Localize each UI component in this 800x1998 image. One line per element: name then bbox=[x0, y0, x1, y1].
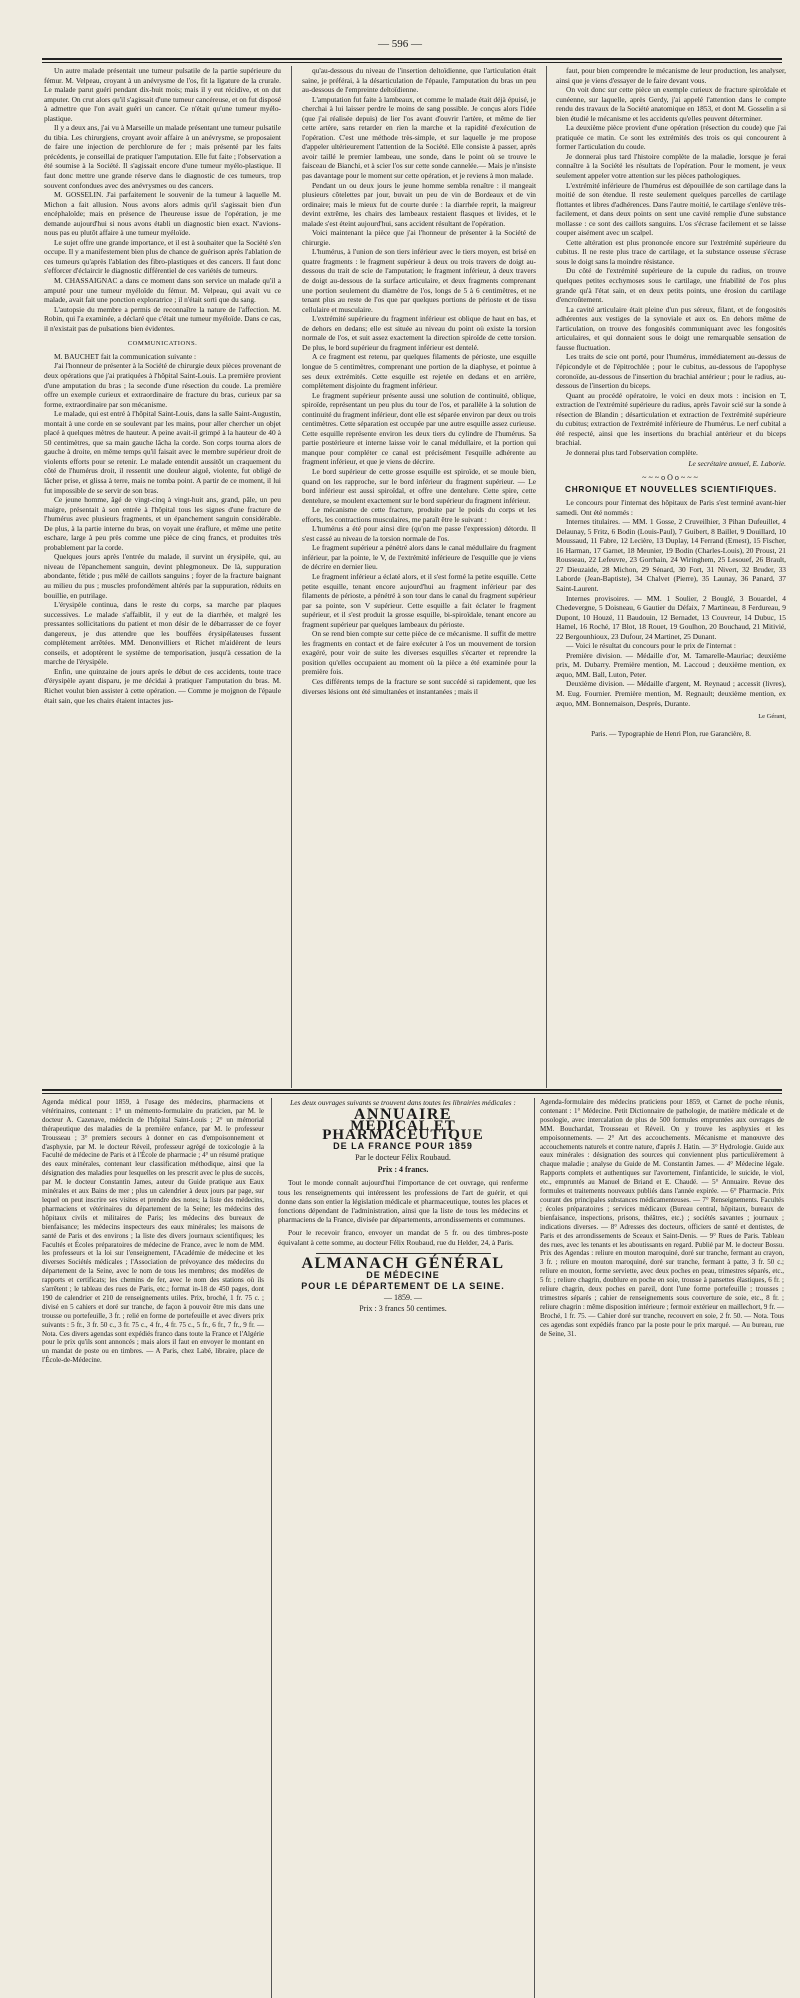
advert-separator-rule bbox=[42, 1089, 782, 1091]
paragraph: Le sujet offre une grande importance, et il est à souhaiter que la Société s'en occupe. Il y a manifestement bien plus de chance de guérison après l'ablation de ces tumeurs qu'après l'ablation des fibro-plastiques et des cancers. Il faut donc s'efforcer d'éclaircir le diagnostic différentiel de ces variétés de tumeurs. bbox=[44, 237, 281, 276]
almanach-title: ALMANACH GÉNÉRAL bbox=[301, 1254, 505, 1272]
paragraph: Internes titulaires. — MM. 1 Gosse, 2 Cruveilhier, 3 Pihan Dufeuillet, 4 Delaunay, 5 Fritz, 6 Bodin (Louis-Paul), 7 Guibert, 8 Baillet, 9 Douillard, 10 Moussaud, 11 Fabre, 12 Lecière, 13 Duplay, 14 Ferrand (Ernest), 15 Fischer, 16 Harman, 17 Garnet, 18 Meunier, 19 Bodin (Charles-Louis), 20 Proust, 21 Rousseau, 22 Lefeuvre, 23 Gorrhain, 24 Wiringhem, 25 Lesouef, 26 Brault, 27 Dieuzaide, 28 Michon, 29 Sénard, 30 Fort, 31 Nivert, 32 Bruder, 33 Laborde (Jean-Baptiste), 34 Chalvet (Pierre), 35 Launay, 36 Panard, 37 Saint-Laurent. bbox=[556, 517, 786, 593]
paragraph: Cette altération est plus prononcée encore sur l'extrémité supérieure du cubitus. Il ne reste plus trace de cartilage, et la substance osseuse s'écrase sous le doigt sans la moindre résistance. bbox=[556, 237, 786, 266]
paragraph: L'extrémité supérieure du fragment inférieur est oblique de haut en bas, et de dehors en dedans; elle est située au niveau du point où existe la torsion normale de l'os, et suit assez exactement la direction spiroïde de cette torsion. De plus, le bord supérieur du fragment inférieur est dentelé. bbox=[302, 314, 536, 352]
paragraph: On se rend bien compte sur cette pièce de ce mécanisme. Il suffit de mettre les fragments en contact et de faire exécuter à l'os un mouvement de torsion exagéré, pour voir de suite les diverses esquilles s'écarter et reprendre la position qu'elles occupaient au moment où la pièce a été examinée pour la première fois. bbox=[302, 629, 536, 677]
paragraph: Je donnerai plus tard l'observation complète. bbox=[566, 447, 698, 457]
almanach-subtitle-2: POUR LE DÉPARTEMENT DE LA SEINE. bbox=[301, 1280, 505, 1291]
paragraph: Le malade, qui est entré à l'hôpital Saint-Louis, dans la salle Saint-Augustin, montait à une corde en se soulevant par les mains, pour aller chercher un objet placé à quelques mètres de hauteur. A peine avait-il grimpé à la hauteur de 40 à 50 centimètres, que sa main gauche lâcha la corde. Son corps tourna alors de gauche à droite, en même temps qu'il faisait avec le membre supérieur droit de violents efforts pour se retenir. Le malade entendit aussitôt un craquement du côté de l'humérus droit, il ressentit une douleur aiguë, violente, fut obligé de lâcher prise, et glissa à terre, mais ne tomba point. A partir de ce moment, il lui fut impossible de se servir de son bras. bbox=[44, 409, 281, 495]
column-middle bbox=[302, 66, 536, 1086]
paragraph: M. BAUCHET fait la communication suivante : bbox=[54, 351, 197, 361]
gerant-label: Le Gérant, bbox=[758, 713, 786, 721]
top-rule-thin bbox=[42, 62, 782, 63]
paragraph: Le mécanisme de cette fracture, produite par le poids du corps et les efforts, les contractions musculaires, me paraît être le suivant : bbox=[302, 505, 536, 524]
advert-agenda-medical: Agenda médical pour 1859, à l'usage des médecins, pharmaciens et vétérinaires, contenant : 1° un mémento-formulaire du praticien, par M. le docteur A. Cazenave, médecin de l'hôpital Saint-Louis ; 2° un mémorial thérapeutique des maladies de la première enfance, par M. le professeur Trousseau ; 3° premiers secours à donner en cas d'empoisonnement et d'asphyxie, par M. le docteur Réveil, professeur agrégé de toxicologie à la Faculté de médecine de Paris et à l'École de pharmacie ; 4° un résumé pratique des eaux minérales, contenant leur classification méthodique, ainsi que la désignation des maladies pour lesquelles on les prescrit avec le plus de succès, par M. le docteur Constantin James, auteur du Guide pratique aux Eaux minérales et aux Bains de mer ; plus un calendrier à deux jours par page, sur lequel on peut inscrire ses visites et prendre des notes; la liste des médecins, pharmaciens et vétérinaires du département de la Seine; les médecins des hôpitaux civils et militaires de Paris; les médecins des bureaux de bienfaisance; les médecins inspecteurs des eaux minérales; les maisons de santé de Paris et des environs ; la liste des divers journaux scientifiques; les Facultés et Écoles préparatoires de médecine de France, avec le nom de MM. les professeurs et la loi sur l'enseignement, l'Académie de médecine et les diverses Sociétés médicales ; l'Association de prévoyance des médecins du département de la Seine, avec le nom de tous les membres; des modèles de rapports et certificats; les chemins de fer, avec le nom des stations où ils s'arrêtent ; le tableau des rues de Paris, etc.; format in-18 de 450 pages, dont 190 de calendrier et 210 de renseignements utiles. Prix, broché, 1 fr. 75 c. ; divisé en 5 cahiers et doré sur tranche, de façon à pouvoir être mis dans une trousse ou portefeuille, 3 fr. ; relié en forme de portefeuille et avec divers prix suivants : 5 fr., 3 fr. 50 c., 3 fr. 75 c., 4 fr., 4 fr. 75 c., 5 fr., 6 fr., 7 fr., 9 fr. — Nota. Ces divers agendas sont expédiés franco dans toute la France et l'Algérie pour le prix qu'ils sont annoncés ; mais alors il faut en envoyer le montant en un mandat de poste ou en timbres. — A Paris, chez Labé, libraire, place de l'École-de-Médecine. bbox=[42, 1098, 264, 1365]
annuaire-title: ANNUAIRE bbox=[353, 1106, 453, 1123]
paragraph: faut, pour bien comprendre le mécanisme de leur production, les analyser, ainsi que je viens d'essayer de le faire devant vous. bbox=[556, 66, 786, 85]
paragraph: Enfin, une quinzaine de jours après le début de ces accidents, toute trace d'érysipèle ayant disparu, je me décidai à pratiquer l'amputation du bras. M. Richet voulut bien assister à cette opération. — Comme je mojgnon de l'épaule était sain, que les chairs étaient intactes jus- bbox=[44, 666, 281, 705]
paragraph: Le fragment supérieur présente aussi une solution de continuité, oblique, spiroïde, représentant un peu plus du tour de l'os, et parallèle à la solution de continuité du fragment inférieur, dont elle est séparée environ par deux ou trois centimètres. Cette séparation est occupée par une autre esquille assez curieuse. Cette esquille représente environ les deux tiers du cylindre de l'humérus. Sa partie postérieure et interne laisse voir le canal médullaire, et la portion qui manque pour compléter ce canal est précisément l'esquille adhérente au fragment inférieur, et que je viens de décrire. bbox=[302, 390, 536, 467]
advert-annuaire bbox=[278, 1098, 528, 1317]
paragraph: Pendant un ou deux jours le jeune homme sembla renaître : il mangeait plusieurs côtelettes par jour, buvait un peu de vin de Bordeaux et de vin ordinaire; mais le mieux fut de courte durée : la diarrhée reprit, la maigreur devint extrême, les chairs des lambeaux restaient flasques et livides, et le malade s'est éteint aujourd'hui, sans accident résultant de l'opération. bbox=[302, 180, 536, 228]
column-divider bbox=[291, 66, 292, 1088]
paragraph: Ces différents temps de la fracture se sont succédé si rapidement, que les diverses lésions ont été simultanées et instantanées ; mais il bbox=[302, 677, 536, 696]
annuaire-subtitle: DE LA FRANCE POUR 1859 bbox=[333, 1140, 473, 1151]
paragraph: M. CHASSAIGNAC a dans ce moment dans son service un malade qu'il a amputé pour une tumeur myéloïde du fémur. M. Velpeau, qui avait vu ce malade, avait fait une ponction exploratrice ; il n'était sorti que du sang. bbox=[44, 276, 281, 305]
column-right bbox=[556, 66, 786, 1086]
advert-agenda-formulaire: Agenda-formulaire des médecins praticiens pour 1859, et Carnet de poche réunis, contenant : 1° Médecine. Petit Dictionnaire de pathologie, de matière médicale et de posologie, avec intercalation de plus de 500 formules empruntées aux ouvrages de MM. Bouchardat, Trousseau et Réveil. On y trouve les asphyxies et les empoisonnements. — 2° Art des accouchements. Mécanisme et manœuvre des accouchements naturels et contre nature, d'après J. Hatin. — 3° Hydrologie. Guide aux eaux minérales : désignation des sources qui conviennent plus particulièrement à chaque maladie ; analyse du Guide de M. Constantin James. — 4° Médecine légale. Rapports complets et authentiques sur l'avortement, l'infanticide, le suicide, le viol, etc., empruntés au Manuel de Briand et E. Chaudé. — 5° Annuaire. Revue des formules et traitements nouveaux publiés dans l'année expirée. — 6° Pharmacie. Prix courant des principales substances médicamenteuses. — 7° Renseignements. Facultés ; écoles préparatoires ; services médicaux (Bureau central, hôpitaux, bureaux de bienfaisance, inspections, prisons, théâtres, etc.) ; sociétés savantes ; journaux ; indications diverses. — 8° Adresses des docteurs, officiers de santé et dentistes, de Paris et des arrondissements de Sceaux et Saint-Denis. — 9° Rues de Paris. Tableau des rues, avec les tenants et les aboutissants en regard. Publié par M. le docteur Bossu. Prix des Agendas : reliure en mouton maroquiné, doré sur tranche, fermant au crayon, 3 fr. ; reliure en mouton maroquiné, doré sur tranche, fermant à patte, 3 fr. 50 c.; reliure en mouton, forme serviette, avec deux poches en peau, trimestres séparés, etc., 5 fr. ; reliure chagrin, doublure en poche en soie, trousse à pansettes élastiques, 6 fr. ; reliure chagrin, deux poches en pareil, dont l'une forme portefeuille ; trousses ; trimestres séparés ; cahier de renseignements sous couverture de soie, etc., 8 fr. ; reliure chagrin : même disposition intérieure ; fermoir extérieur en maillechort, 9 fr. — Broché, 1 fr. 75. — Cahier doré sur tranche, recouvert en soie, 2 fr. 50. — Nota. Tous ces agendas sont expédiés franco par la poste pour le prix marqué. — Au bureau, rue de Seine, 31. bbox=[540, 1098, 784, 1338]
paragraph: A ce fragment est retenu, par quelques filaments de périoste, une esquille longue de 5 centimètres, comprenant une portion de la diaphyse, et pointue à ses deux extrémités. Cette esquille est rejetée en dedans et en arrière, complètement disjointe du fragment inférieur. bbox=[302, 352, 536, 391]
secretary-signature: Le secrétaire annuel, E. Laborie. bbox=[688, 459, 786, 469]
paragraph: L'autopsie du membre a permis de reconnaître la nature de l'affection. M. Robin, qui l'a examinée, a déclaré que c'était une tumeur myéloïde. Dans ce cas, il n'existait pas de pulsations bien évidentes. bbox=[44, 304, 281, 333]
annuaire-price: Prix : 4 francs. bbox=[377, 1164, 429, 1174]
column-divider bbox=[546, 66, 547, 1088]
paragraph: Quant au procédé opératoire, le voici en deux mots : incision en T, extraction de l'extrémité supérieure du radius, après l'avoir scié sur la sonde à résection de Blandin ; désarticulation et extraction de l'extrémité supérieure du cubitus; extraction de l'extrémité inférieure de l'humérus. Le nerf cubital a été respecté, ainsi que les insertions du brachial antérieur et du biceps brachial. bbox=[556, 390, 786, 448]
paragraph: Le fragment supérieur a pénétré alors dans le canal médullaire du fragment inférieur, par la pointe, le V, de l'extrémité inférieure de l'esquille que je viens de décrire en dernier lieu. bbox=[302, 543, 536, 572]
paragraph: L'amputation fut faite à lambeaux, et comme le malade était déjà épuisé, je cherchai à lui laisser perdre le moins de sang possible. Je conçus alors l'idée (que j'ai réalisée depuis) de lier l'os avant d'ouvrir l'artère, et même de lier cette artère, sans retarder en rien la marche et la rapidité d'exécution de l'opération. C'est une méthode très-simple, et sur laquelle je me propose d'appeler ultérieurement l'attention de la Société. Elle consiste à passer, après avoir taillé le premier lambeau, une sonde, dans le point où se trouve le faisceau de Bianchi, et à scier l'os sur cette sonde cannelée.— Mais je n'insiste pas davantage pour le moment sur cette opération, et je reviens à mon malade. bbox=[302, 94, 536, 181]
paragraph: qu'au-dessous du niveau de l'insertion deltoïdienne, que l'articulation était saine, je préférai, à la désarticulation de l'épaule, l'amputation du bras un peu au-dessous de l'empreinte deltoïdienne. bbox=[302, 66, 536, 95]
ornament-divider: ~~~oOo~~~ bbox=[642, 472, 700, 482]
paragraph: Le fragment inférieur a éclaté alors, et il s'est formé la petite esquille. Cette petite esquille, tenant encore aujourd'hui au fragment inférieur par des filaments de périoste, a pénétré à son tour dans le canal du fragment supérieur par sa pointe, son V supérieur. Cette esquille a fait éclater le fragment supérieur, et il s'est produit la grosse esquille, bi-spiroïdale, tenant encore au fragment supérieur par quelques lambeaux du périoste. bbox=[302, 571, 536, 629]
paragraph: Deuxième division. — Médaille d'argent, M. Reynaud ; accessit (livres), M. Eug. Fournier. Première mention, M. Regnault; deuxième mention, ex æquo, MM. Bonnemaison, Desprès, Durante. bbox=[556, 679, 786, 708]
paragraph: Je donnerai plus tard l'histoire complète de la maladie, lorsque je ferai connaître à la Société les résultats de l'opération. Pour le moment, je veux seulement appeler votre attention sur les pièces pathologiques. bbox=[556, 151, 786, 181]
paragraph: L'extrémité inférieure de l'humérus est dépouillée de son cartilage dans la moitié de son étendue. Il reste seulement quelques parcelles de cartilage flottantes et libres d'adhérences. Dans l'autre moitié, le cartilage s'enlève très-facilement, et dans deux points on sent une cavité remplie d'une substance mollasse : ce sont des caillots sanguins. L'os s'écrase facilement et se laisse couper aisément avec un scalpel. bbox=[556, 180, 786, 238]
advert-divider bbox=[271, 1098, 272, 1998]
annuaire-body: Tout le monde connaît aujourd'hui l'importance de cet ouvrage, qui renferme tous les renseignements qui intéressent les professions de l'art de guérir, et qui donne dans son entier la législation médicale et pharmaceutique, toutes les places et fonctions dépendant de l'administration, ainsi que la liste de tous les médecins et pharmaciens de la France, divisée par départements, arrondissements et communes. bbox=[278, 1178, 528, 1225]
paragraph: Le concours pour l'internat des hôpitaux de Paris s'est terminé avant-hier samedi. Ont été nommés : bbox=[556, 498, 786, 517]
paragraph: J'ai l'honneur de présenter à la Société de chirurgie deux pièces provenant de deux opérations que j'ai pratiquées à l'hôpital Saint-Louis. La première provient d'une amputation du bras ; la seconde d'une résection du coude. La première offre un exemple curieux et extraordinaire de fracture du bras, curieux par sa forme, extraordinaire par son mécanisme. bbox=[44, 361, 281, 409]
page-number: — 596 — bbox=[378, 38, 422, 50]
paragraph: Quelques jours après l'entrée du malade, il survint un érysipèle, qui, au niveau de l'épanchement sanguin, devint phlegmoneux. De là, suppuration abondante, fétide ; pus mêlé de caillots sanguins ; foyer de la fracture baignant au milieu du pus ; muscles profondément altérés par la suppuration, réduits en bouillie, en putrilage. bbox=[44, 552, 281, 600]
almanach-subtitle: DE MÉDECINE bbox=[366, 1269, 440, 1280]
advert-separator-rule-thin bbox=[42, 1093, 782, 1094]
paragraph: Internes provisoires. — MM. 1 Soulier, 2 Bouglé, 3 Bouardel, 4 Chedevergne, 5 Doisneau, 6 Gautier du Défaix, 7 Martineau, 8 Ferdureau, 9 Dupont, 10 Houzé, 11 Baudouin, 12 Bernadet, 13 Couvreur, 14 Dubuc, 15 Hamel, 16 Roché, 17 Blot, 18 Rouet, 19 Goulhon, 20 Bouchaud, 21 Mitivié, 22 Bergounhioux, 23 Dufour, 24 Martinet, 25 Dunant. bbox=[556, 593, 786, 641]
annuaire-body-2: Pour le recevoir franco, envoyer un mandat de 5 fr. ou des timbres-poste équivalant à cette somme, au docteur Félix Roubaud, rue du Helder, 24, à Paris. bbox=[278, 1228, 528, 1247]
paragraph: Il y a deux ans, j'ai vu à Marseille un malade présentant une tumeur pulsatile du tibia. Les chirurgiens, croyant avoir affaire à un anévrysme, se proposaient de faire une injection de perchlorure de fer ; mais présenté par les faits précédents, je conseillai de pratiquer l'amputation. Elle fut faite ; l'observation a été soumise à la Société. Il s'agissait encore d'une tumeur myélo-plastique. Il faut donc mettre une grande réserve dans le diagnostic de ces tumeurs, trop souvent confondues avec des anévrysmes ou des cancers. bbox=[44, 123, 281, 190]
paragraph: M. GOSSELIN. J'ai parfaitement le souvenir de la tumeur à laquelle M. Michon a fait allusion. Nous avons alors admis qu'il s'agissait bien d'un encéphaloïde; mais en présence de l'heureuse issue de l'opération, je me demande aujourd'hui si nous avons établi un diagnostic bien exact. N'avions-nous pas eu plutôt affaire à une tumeur myéloïde. bbox=[44, 190, 281, 238]
paragraph: Première division. — Médaille d'or, M. Tamarelle-Mauriac; deuxième prix, M. Dubarry. Première mention, M. Laccoud ; deuxième mention, ex æquo, MM. Ball, Luton, Peter. bbox=[556, 650, 786, 679]
paragraph: Les traits de scie ont porté, pour l'humérus, immédiatement au-dessus de l'épicondyle et de l'épitrochlée ; pour le cubitus, au-dessous de l'apophyse coronoïde, au-dessous de l'insertion du brachial antérieur ; pour le radius, au-dessous de l'insertion du biceps. bbox=[556, 352, 786, 391]
paragraph: Du côté de l'extrémité supérieure de la cupule du radius, on trouve quelques petites ecchymoses sous le cartilage, une friabilité de l'os plus grande qu'à l'état sain, et en deux petits points, une érosion du cartilage d'encroûtement. bbox=[556, 266, 786, 305]
paragraph: Un autre malade présentait une tumeur pulsatile de la partie supérieure du fémur. M. Velpeau, croyant à un anévrysme de l'os, fit la ligature de la crurale. Le malade parut guéri pendant dix-huit mois; mais il y eut récidive, et on dut amputer. On crut alors qu'il s'agissait d'une tumeur cancéreuse, et on fut disposé à admettre que l'on avait guéri un cancer. Ce n'était qu'une tumeur myélo-plastique. bbox=[44, 66, 281, 123]
chronique-heading: CHRONIQUE ET NOUVELLES SCIENTIFIQUES. bbox=[564, 484, 777, 494]
section-heading-communications: COMMUNICATIONS. bbox=[127, 340, 198, 348]
paragraph: Le bord supérieur de cette grosse esquille est spiroïde, et se moule bien, quand on les rapproche, sur le bord inférieur du fragment supérieur. — Le bord inférieur est aussi spiroïdal, et offre une dentelure. Cette spire, cette dentelure, se moulent exactement sur le bord supérieur du fragment inférieur. bbox=[302, 466, 536, 505]
top-rule bbox=[42, 58, 782, 60]
paragraph: La deuxième pièce provient d'une opération (résection du coude) que j'ai pratiquée ce matin. Ce sont les extrémités des trois os qui concourent à former l'articulation du coude. bbox=[556, 123, 786, 152]
advert-divider bbox=[534, 1098, 535, 1998]
paragraph: L'érysipèle continua, dans le reste du corps, sa marche par plaques successives. Le malade s'affaiblit, il y eut de la diarrhée, et malgré les pressantes sollicitations du patient et mon désir de le débarrasser de ce foyer dangereux, je dus attendre que les bouffées érysipélateuses fussent complètement arrêtées. MM. Denonvilliers et Richet m'aidèrent de leurs conseils, et adoptèrent le système de temporisation, jusqu'à cessation de la marche de l'érysipèle. bbox=[44, 600, 281, 667]
paragraph: Voici maintenant la pièce que j'ai l'honneur de présenter à la Société de chirurgie. bbox=[302, 228, 536, 247]
annuaire-title-2: MÉDICAL ET PHARMACEUTIQUE bbox=[322, 1117, 484, 1143]
paragraph: — Voici le résultat du concours pour le prix de l'internat : bbox=[566, 641, 736, 651]
paragraph: La cavité articulaire était pleine d'un pus séreux, filant, et de fongosités adhérentes aux vestiges de la synoviale et aux os. En dehors même de l'articulation, on trouve des fongosités communiquant avec les fongosités articulaires, et qui donnaient sous le doigt une remarquable sensation de fausse fluctuation. bbox=[556, 304, 786, 352]
advert-intro: Les deux ouvrages suivants se trouvent dans toutes les librairies médicales : bbox=[290, 1098, 516, 1107]
paragraph: Ce jeune homme, âgé de vingt-cinq à vingt-huit ans, grand, pâle, un peu maigre, présentait à son entrée à l'hôpital tous les signes d'une fracture de l'humérus avec plusieurs fragments, et un épanchement sanguin considérable. De plus, à la partie interne du bras, on voyait une éraflure, et même une petite eschare, large à peu près comme une pièce de cinq francs, et produites très probablement par la corde. bbox=[44, 495, 281, 552]
paragraph: L'humérus a été pour ainsi dire (qu'on me passe l'expression) détordu. Il s'est cassé au niveau de la torsion normale de l'os. bbox=[302, 524, 536, 543]
paragraph: L'humérus, à l'union de son tiers inférieur avec le tiers moyen, est brisé en quatre fragments : le fragment supérieur à deux ou trois travers de doigt au-dessous du trait de scie de l'amputation; le fragment inférieur, à deux travers de doigt au-dessous de la surface articulaire, et deux fragments comprenant une portion seulement du diamètre de l'os, longs de 5 à 6 centimètres, et ne tenant plus au reste de l'os que par quelques portions de périoste et de tissu cellulaire et musculaire. bbox=[302, 247, 536, 314]
paragraph: On voit donc sur cette pièce un exemple curieux de fracture spiroïdale et cunéenne, sur laquelle, après Gerdy, j'ai appelé l'attention dans le compte rendu des travaux de la Société anatomique en 1853, et dont M. Gosselin a si bien étudié le mécanisme et les accidents qu'elles peuvent déterminer. bbox=[556, 85, 786, 123]
column-left bbox=[44, 66, 281, 1084]
advert-rule bbox=[316, 1253, 491, 1254]
almanach-year: — 1859. — bbox=[384, 1292, 422, 1302]
annuaire-author: Par le docteur Félix Roubaud. bbox=[355, 1152, 451, 1162]
almanach-price: Prix : 3 francs 50 centimes. bbox=[359, 1304, 447, 1314]
printer-line: Paris. — Typographie de Henri Plon, rue Garancière, 8. bbox=[591, 729, 751, 738]
